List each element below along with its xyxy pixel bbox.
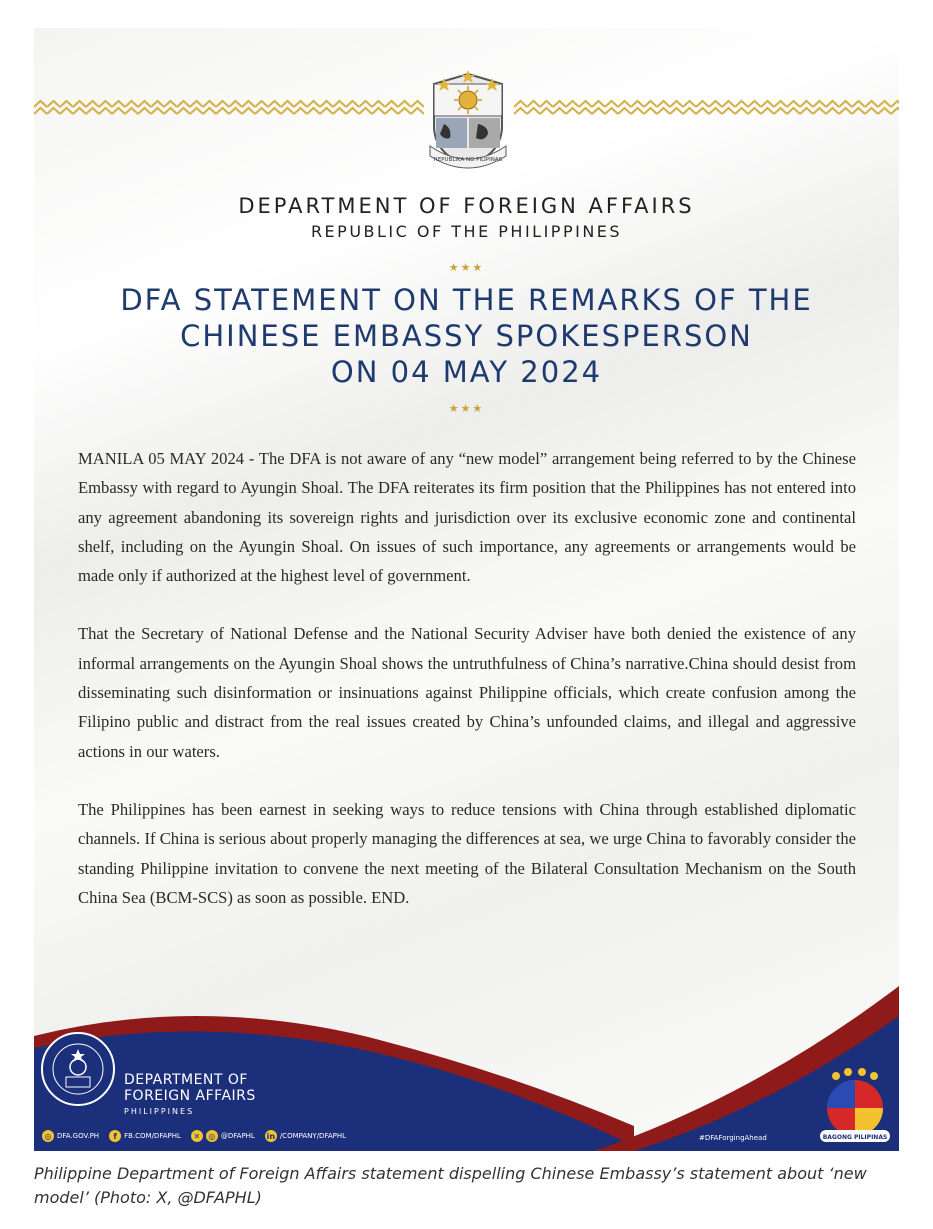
statement-image (34, 28, 899, 1151)
statement-body (78, 444, 856, 941)
star-ornament-bottom: ★★★ (448, 402, 485, 415)
footer-hashtag: #DFAForgingAhead (699, 1134, 767, 1142)
social-label: @DFAPHL (220, 1132, 255, 1140)
gold-zigzag-ornament-left (34, 98, 424, 122)
star-ornament-top: ★★★ (448, 261, 485, 274)
footer-dept-line-2: FOREIGN AFFAIRS (124, 1088, 256, 1104)
paragraph-1: MANILA 05 MAY 2024 - The DFA is not aware of any “new model” arrangement being referred to by the Chinese Embassy with regard to Ayungin Shoal. The DFA reiterates its firm position that the Philippines has not entered into any agreement abandoning its sovereign rights and jurisdiction over its exclusive economic zone and continental shelf, including on the Ayungin Shoal. On issues of such importance, any agreements or arrangements would be made only if authorized at the highest level of government. (78, 449, 856, 586)
seal-text: REPUBLIKA NG PILIPINAS (433, 157, 503, 163)
social-x-instagram (191, 1130, 255, 1142)
headline-line-1: DFA STATEMENT ON THE REMARKS OF THE (120, 283, 813, 317)
bagong-pilipinas-label: BAGONG PILIPINAS (822, 1134, 888, 1141)
social-label: DFA.GOV.PH (57, 1132, 100, 1140)
footer-department-name (124, 1072, 256, 1120)
social-label: FB.COM/DFAPHL (124, 1132, 181, 1140)
headline-line-3: ON 04 MAY 2024 (330, 355, 603, 389)
social-website (42, 1130, 99, 1142)
dfa-seal-logo (40, 1031, 116, 1107)
footer-dept-line-3: PHILIPPINES (124, 1107, 195, 1116)
bagong-pilipinas-logo (816, 1068, 894, 1144)
instagram-icon: ◎ (206, 1130, 218, 1142)
philippine-seal-icon (422, 70, 514, 170)
globe-icon: ◎ (42, 1130, 54, 1142)
footer-banner (34, 976, 899, 1151)
social-facebook (109, 1130, 181, 1142)
paragraph-3: The Philippines has been earnest in seeking ways to reduce tensions with China through established diplomatic channels. If China is serious about properly managing the differences at sea, we urge China to favorably consider the standing Philippine invitation to convene the next meeting of the Bilateral Consultation Mechanism on the South China Sea (BCM-SCS) as soon as possible. END. (78, 799, 856, 907)
paragraph-2: That the Secretary of National Defense and the National Security Adviser have both denied the existence of any informal arrangements on the Ayungin Shoal shows the untruthfulness of China’s narrative.China should desist from disseminating such disinformation or insinuations against Philippine officials, which create confusion among the Filipino public and distract from the real issues created by China’s unfounded claims, and illegal and aggressive actions in our waters. (78, 624, 856, 761)
linkedin-icon: in (266, 1131, 276, 1141)
statement-headline (34, 282, 899, 390)
social-label: /COMPANY/DFAPHL (279, 1132, 347, 1140)
department-title: DEPARTMENT OF FOREIGN AFFAIRS (238, 194, 695, 218)
social-linkedin (265, 1130, 346, 1142)
footer-dept-line-1: DEPARTMENT OF (124, 1072, 248, 1088)
facebook-icon: f (109, 1130, 121, 1142)
gold-zigzag-ornament-right (514, 98, 899, 122)
department-subtitle: REPUBLIC OF THE PHILIPPINES (310, 222, 623, 241)
image-caption: Philippine Department of Foreign Affairs statement dispelling Chinese Embassy’s statement about ‘new model’ (Photo: X, @DFAPHL) (34, 1164, 867, 1207)
headline-line-2: CHINESE EMBASSY SPOKESPERSON (180, 319, 753, 353)
x-icon: ✕ (191, 1130, 203, 1142)
footer-social-links (42, 1128, 346, 1144)
